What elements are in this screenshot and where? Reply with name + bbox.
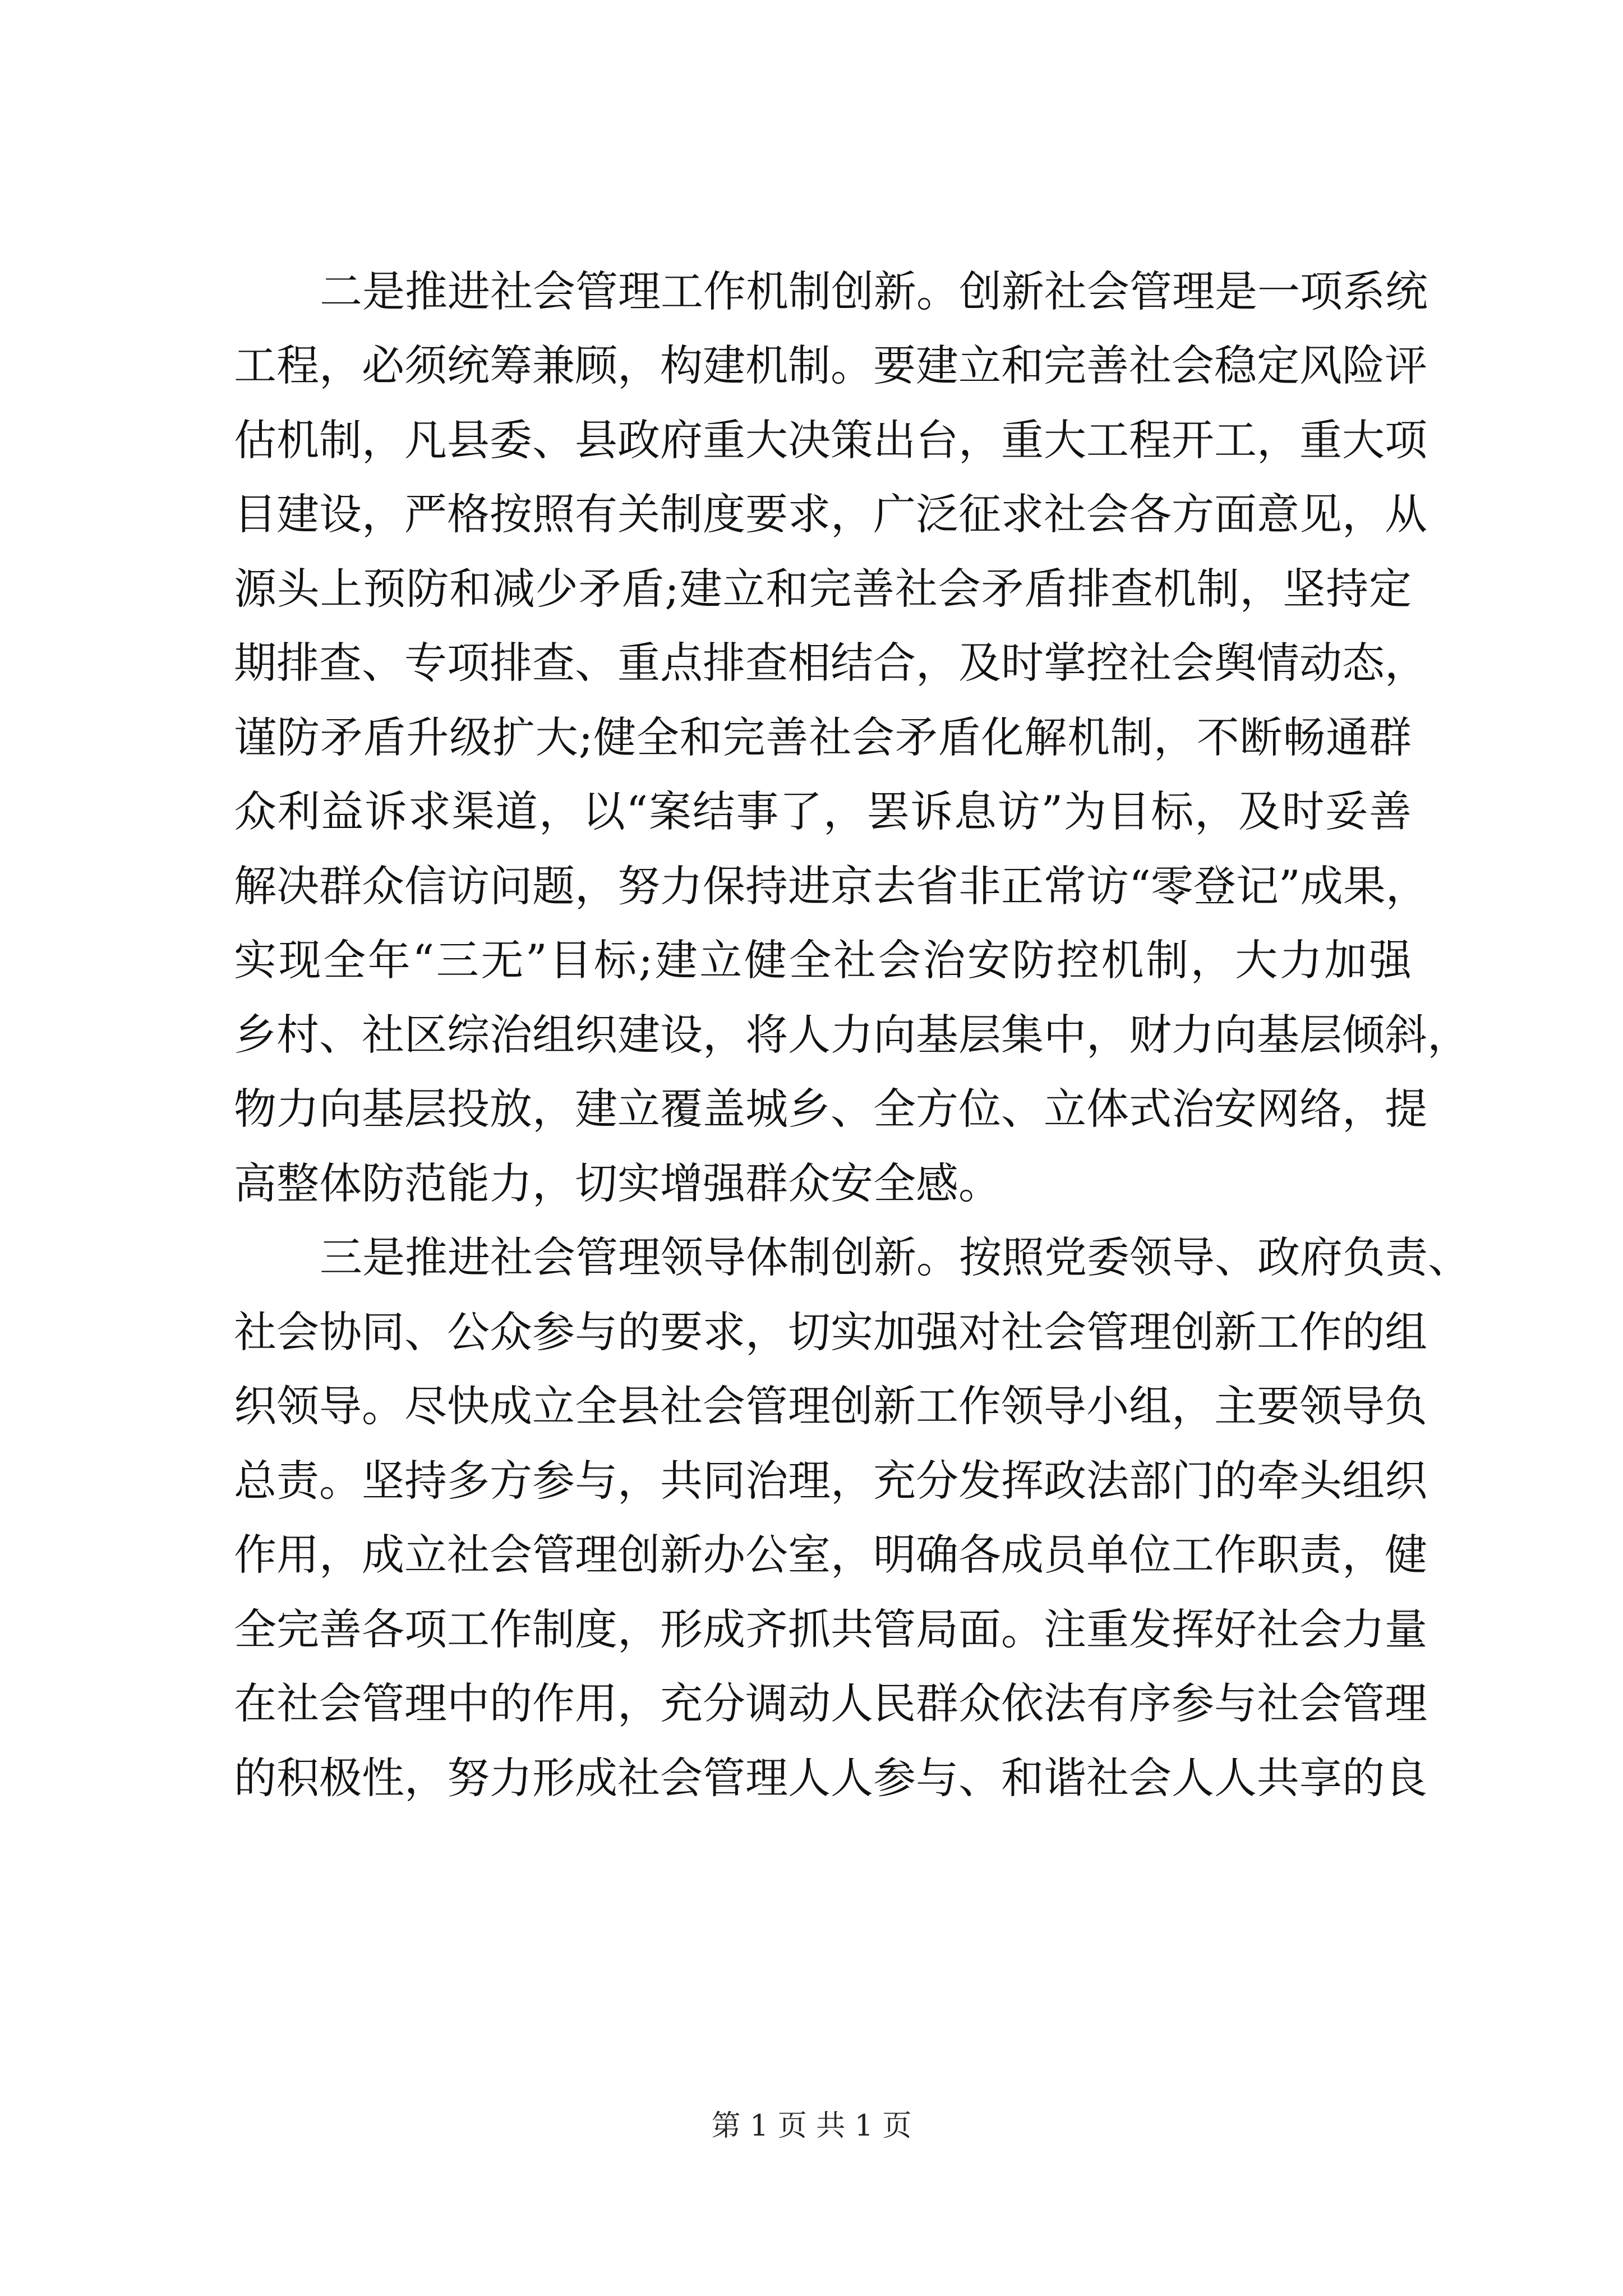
text-line: 的积极性，努力形成社会管理人人参与、和谐社会人人共享的良 (234, 1753, 1427, 1803)
text-line: 众利益诉求渠道，以“案结事了，罢诉息访”为目标，及时妥善 (234, 786, 1412, 836)
text-line: 二是推进社会管理工作机制创新。创新社会管理是一项系统 (320, 266, 1428, 316)
text-line: 期排查、专项排查、重点排查相结合，及时掌控社会舆情动态， (234, 638, 1427, 688)
text-line: 物力向基层投放，建立覆盖城乡、全方位、立体式治安网络，提 (234, 1084, 1427, 1134)
text-line: 三是推进社会管理领导体制创新。按照党委领导、政府负责、 (320, 1232, 1470, 1282)
text-line: 作用，成立社会管理创新办公室，明确各成员单位工作职责，健 (234, 1530, 1427, 1580)
text-line: 解决群众信访问题，努力保持进京去省非正常访“零登记”成果， (234, 861, 1428, 911)
text-line: 目建设，严格按照有关制度要求，广泛征求社会各方面意见，从 (234, 489, 1427, 539)
text-line: 乡村、社区综治组织建设，将人力向基层集中，财力向基层倾斜， (234, 1010, 1470, 1060)
text-line: 高整体防范能力，切实增强群众安全感。 (234, 1158, 1001, 1208)
text-line: 谨防矛盾升级扩大;健全和完善社会矛盾化解机制，不断畅通群 (234, 712, 1412, 762)
text-line: 源头上预防和减少矛盾;建立和完善社会矛盾排查机制，坚持定 (234, 564, 1412, 614)
text-line: 实现全年“三无”目标;建立健全社会治安防控机制，大力加强 (234, 935, 1412, 985)
text-line: 全完善各项工作制度，形成齐抓共管局面。注重发挥好社会力量 (234, 1604, 1427, 1654)
text-line: 社会协同、公众参与的要求，切实加强对社会管理创新工作的组 (234, 1307, 1427, 1357)
text-line: 工程，必须统筹兼顾，构建机制。要建立和完善社会稳定风险评 (234, 341, 1427, 390)
page-number-footer: 第 1 页 共 1 页 (711, 2109, 912, 2143)
text-line: 总责。坚持多方参与，共同治理，充分发挥政法部门的牵头组织 (234, 1456, 1427, 1506)
text-line: 估机制，凡县委、县政府重大决策出台，重大工程开工，重大项 (234, 415, 1427, 465)
text-line: 织领导。尽快成立全县社会管理创新工作领导小组，主要领导负 (234, 1381, 1427, 1431)
text-line: 在社会管理中的作用，充分调动人民群众依法有序参与社会管理 (234, 1678, 1427, 1728)
